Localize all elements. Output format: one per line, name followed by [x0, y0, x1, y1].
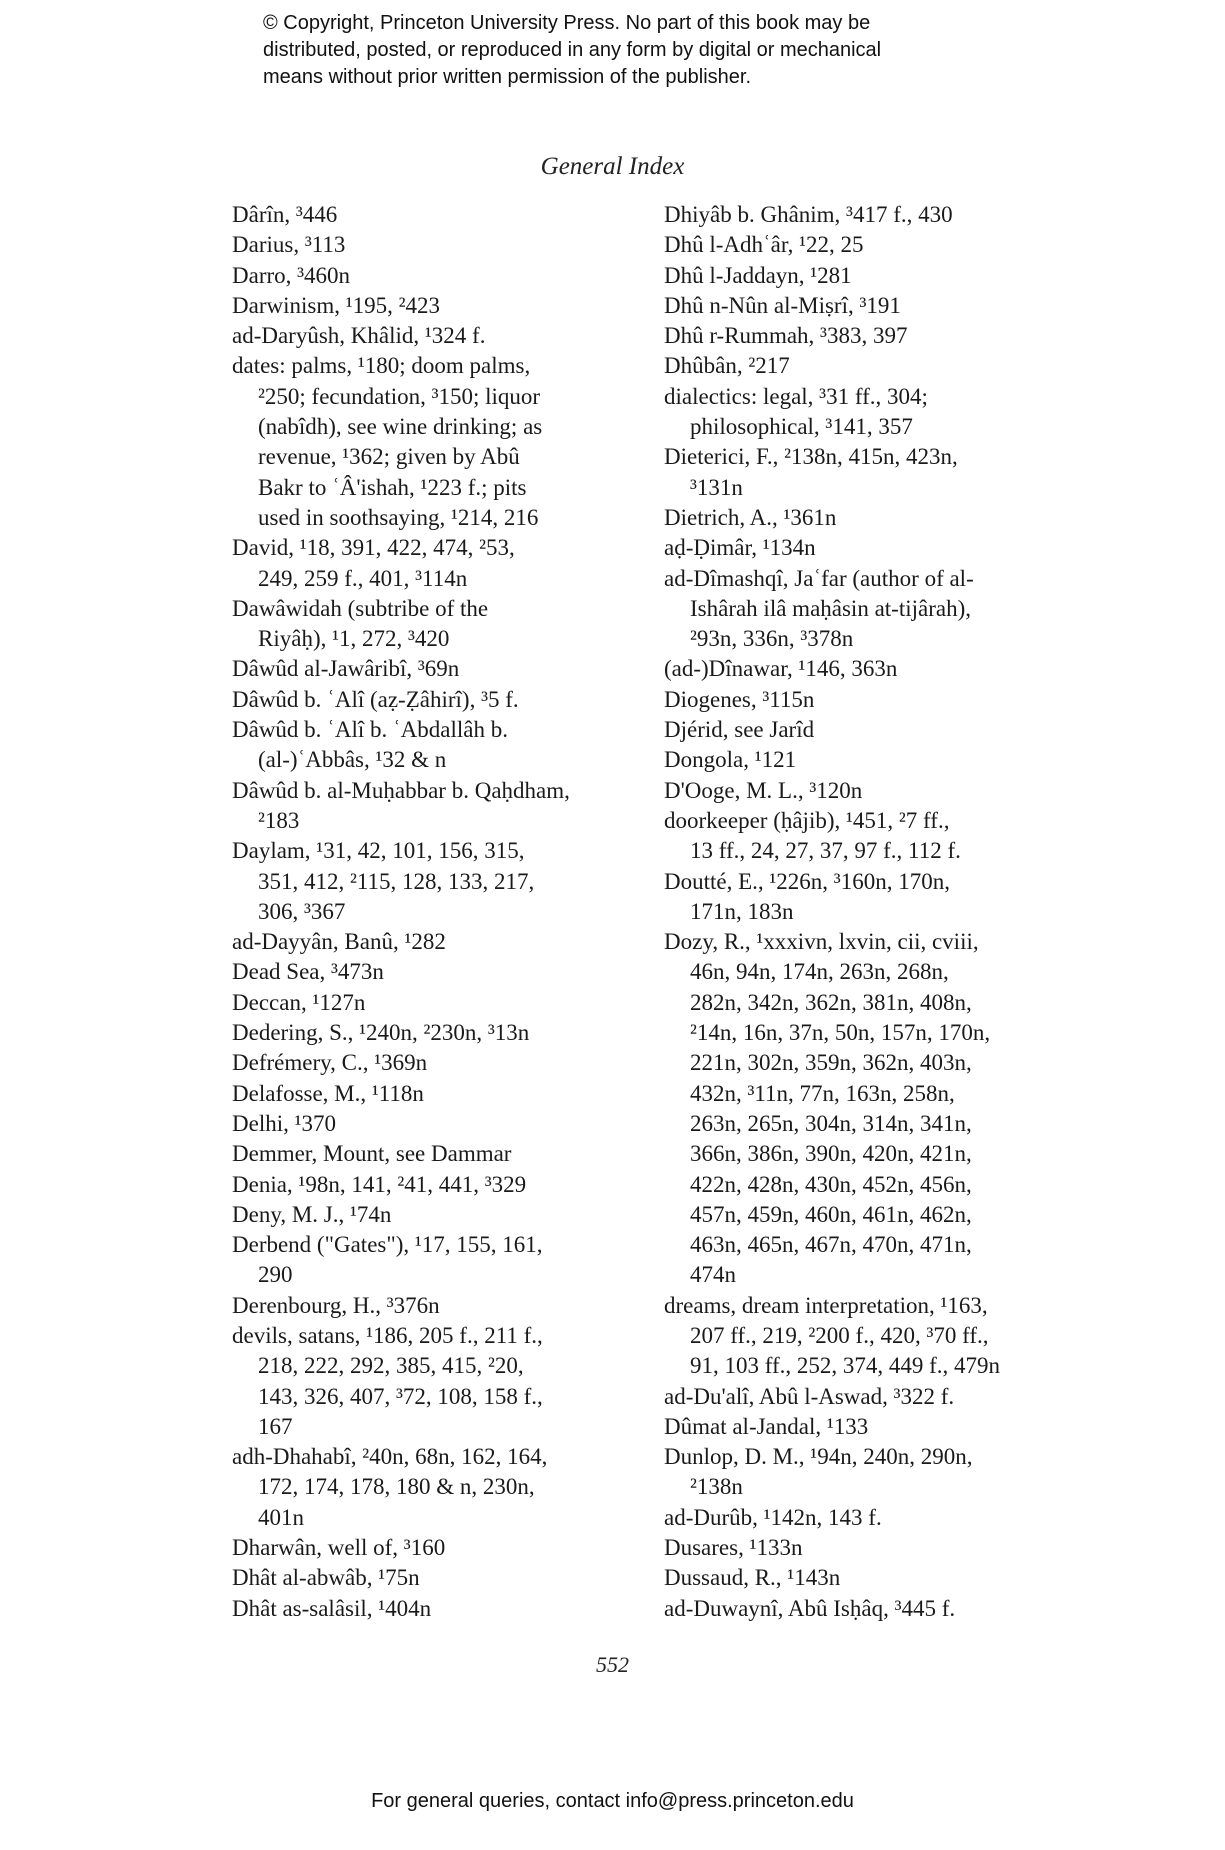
- index-line: 463n, 465n, 467n, 470n, 471n,: [690, 1232, 972, 1258]
- index-line: Derenbourg, H., ³376n: [232, 1292, 440, 1318]
- index-line: Doutté, E., ¹226n, ³160n, 170n,: [664, 868, 950, 894]
- index-column-left: [232, 200, 672, 1624]
- index-line: 351, 412, ²115, 128, 133, 217,: [258, 868, 535, 894]
- index-line: ²138n: [690, 1474, 743, 1500]
- index-line: aḍ-Ḍimâr, ¹134n: [664, 535, 816, 561]
- index-line: 263n, 265n, 304n, 314n, 341n,: [690, 1110, 972, 1136]
- index-line: dialectics: legal, ³31 ff., 304;: [664, 383, 928, 409]
- index-line: Dâwûd b. ʿAlî b. ʿAbdallâh b.: [232, 717, 508, 743]
- index-line: Darwinism, ¹195, ²423: [232, 292, 440, 318]
- index-line: Riyâḥ), ¹1, 272, ³420: [258, 626, 450, 652]
- index-line: 432n, ³11n, 77n, 163n, 258n,: [690, 1080, 955, 1106]
- index-line: Darius, ³113: [232, 232, 346, 258]
- index-line: 167: [258, 1413, 293, 1439]
- index-line: D'Ooge, M. L., ³120n: [664, 777, 863, 803]
- index-column-right: [664, 200, 1104, 1624]
- index-line: 172, 174, 178, 180 & n, 230n,: [258, 1474, 535, 1500]
- index-line: ad-Dayyân, Banû, ¹282: [232, 929, 446, 955]
- index-line: 282n, 342n, 362n, 381n, 408n,: [690, 989, 972, 1015]
- index-line: 249, 259 f., 401, ³114n: [258, 565, 468, 591]
- index-line: Deny, M. J., ¹74n: [232, 1201, 392, 1227]
- index-line: 91, 103 ff., 252, 374, 449 f., 479n: [690, 1353, 1001, 1379]
- index-line: 207 ff., 219, ²200 f., 420, ³70 ff.,: [690, 1322, 989, 1348]
- index-line: Dhât al-abwâb, ¹75n: [232, 1565, 420, 1591]
- index-line: Dead Sea, ³473n: [232, 959, 384, 985]
- index-line: Dharwân, well of, ³160: [232, 1535, 446, 1561]
- index-line: Diogenes, ³115n: [664, 686, 815, 712]
- index-line: Dietrich, A., ¹361n: [664, 504, 837, 530]
- index-line: Denia, ¹98n, 141, ²41, 441, ³329: [232, 1171, 527, 1197]
- index-line: ²183: [258, 807, 300, 833]
- index-line: 171n, 183n: [690, 898, 794, 924]
- index-line: 457n, 459n, 460n, 461n, 462n,: [690, 1201, 972, 1227]
- index-line: Dedering, S., ¹240n, ²230n, ³13n: [232, 1020, 530, 1046]
- index-line: ad-Du'alî, Abû l-Aswad, ³322 f.: [664, 1383, 955, 1409]
- index-line: 422n, 428n, 430n, 452n, 456n,: [690, 1171, 972, 1197]
- index-line: Dâwûd al-Jawâribî, ³69n: [232, 656, 460, 682]
- index-line: Dhû l-Adhʿâr, ¹22, 25: [664, 232, 864, 258]
- index-line: 306, ³367: [258, 898, 346, 924]
- index-line: doorkeeper (ḥâjib), ¹451, ²7 ff.,: [664, 807, 950, 833]
- index-line: (ad-)Dînawar, ¹146, 363n: [664, 656, 898, 682]
- index-line: dreams, dream interpretation, ¹163,: [664, 1292, 988, 1318]
- index-line: Dûmat al-Jandal, ¹133: [664, 1413, 869, 1439]
- index-line: ²14n, 16n, 37n, 50n, 157n, 170n,: [690, 1020, 991, 1046]
- index-line: dates: palms, ¹180; doom palms,: [232, 353, 531, 379]
- index-line: ad-Durûb, ¹142n, 143 f.: [664, 1504, 882, 1530]
- index-line: Dussaud, R., ¹143n: [664, 1565, 841, 1591]
- index-line: Dhû n-Nûn al-Miṣrî, ³191: [664, 292, 901, 318]
- index-line: 474n: [690, 1262, 736, 1288]
- copyright-line: means without prior written permission of the publisher.: [263, 66, 752, 88]
- index-line: Dhûbân, ²217: [664, 353, 790, 379]
- footer-contact: For general queries, contact info@press.princeton.edu: [371, 1790, 854, 1812]
- index-line: 218, 222, 292, 385, 415, ²20,: [258, 1353, 524, 1379]
- index-line: Dâwûd b. ʿAlî (aẓ-Ẓâhirî), ³5 f.: [232, 686, 519, 712]
- copyright-line: distributed, posted, or reproduced in any form by digital or mechanical: [263, 39, 882, 61]
- index-line: Dhât as-salâsil, ¹404n: [232, 1595, 432, 1621]
- index-line: Dunlop, D. M., ¹94n, 240n, 290n,: [664, 1444, 973, 1470]
- copyright-notice: [263, 10, 983, 91]
- index-line: Dâwûd b. al-Muḥabbar b. Qaḥdham,: [232, 777, 570, 803]
- index-line: Darro, ³460n: [232, 262, 351, 288]
- index-line: Defrémery, C., ¹369n: [232, 1050, 428, 1076]
- index-line: Daylam, ¹31, 42, 101, 156, 315,: [232, 838, 525, 864]
- index-line: Dozy, R., ¹xxxivn, lxvin, cii, cviii,: [664, 929, 979, 955]
- index-line: revenue, ¹362; given by Abû: [258, 444, 520, 470]
- index-line: Derbend ("Gates"), ¹17, 155, 161,: [232, 1232, 543, 1258]
- index-line: ad-Duwaynî, Abû Isḥâq, ³445 f.: [664, 1595, 956, 1621]
- index-line: (nabîdh), see wine drinking; as: [258, 414, 543, 440]
- index-line: used in soothsaying, ¹214, 216: [258, 504, 539, 530]
- index-line: David, ¹18, 391, 422, 474, ²53,: [232, 535, 515, 561]
- index-line: Bakr to ʿÂ'ishah, ¹223 f.; pits: [258, 474, 527, 500]
- index-line: Djérid, see Jarîd: [664, 717, 815, 743]
- index-line: 401n: [258, 1504, 304, 1530]
- index-line: ²250; fecundation, ³150; liquor: [258, 383, 541, 409]
- index-line: philosophical, ³141, 357: [690, 414, 913, 440]
- index-line: Dhiyâb b. Ghânim, ³417 f., 430: [664, 202, 953, 227]
- index-line: 290: [258, 1262, 293, 1288]
- index-line: ad-Daryûsh, Khâlid, ¹324 f.: [232, 323, 486, 349]
- index-line: 46n, 94n, 174n, 263n, 268n,: [690, 959, 949, 985]
- index-line: Dongola, ¹121: [664, 747, 797, 773]
- running-head: General Index: [540, 153, 685, 180]
- index-line: Dârîn, ³446: [232, 202, 338, 227]
- index-line: devils, satans, ¹186, 205 f., 211 f.,: [232, 1322, 543, 1348]
- copyright-line: © Copyright, Princeton University Press. No part of this book may be: [263, 12, 871, 34]
- index-line: Dhû l-Jaddayn, ¹281: [664, 262, 852, 288]
- index-line: Ishârah ilâ maḥâsin at-tijârah),: [690, 595, 971, 621]
- index-line: Dieterici, F., ²138n, 415n, 423n,: [664, 444, 958, 470]
- index-line: Dawâwidah (subtribe of the: [232, 595, 489, 621]
- index-line: (al-)ʿAbbâs, ¹32 & n: [258, 747, 447, 773]
- page-number: 552: [596, 1652, 629, 1677]
- index-line: 143, 326, 407, ³72, 108, 158 f.,: [258, 1383, 543, 1409]
- index-line: Dhû r-Rummah, ³383, 397: [664, 323, 908, 349]
- index-line: 366n, 386n, 390n, 420n, 421n,: [690, 1141, 972, 1167]
- index-line: Demmer, Mount, see Dammar: [232, 1141, 512, 1167]
- index-line: ³131n: [690, 474, 743, 500]
- index-line: 13 ff., 24, 27, 37, 97 f., 112 f.: [690, 838, 961, 864]
- index-line: ad-Dîmashqî, Jaʿfar (author of al-: [664, 565, 974, 591]
- index-line: Delafosse, M., ¹118n: [232, 1080, 424, 1106]
- index-line: Delhi, ¹370: [232, 1110, 336, 1136]
- index-line: ²93n, 336n, ³378n: [690, 626, 854, 652]
- index-line: adh-Dhahabî, ²40n, 68n, 162, 164,: [232, 1444, 548, 1470]
- index-line: Deccan, ¹127n: [232, 989, 366, 1015]
- index-line: 221n, 302n, 359n, 362n, 403n,: [690, 1050, 972, 1076]
- index-line: Dusares, ¹133n: [664, 1535, 803, 1561]
